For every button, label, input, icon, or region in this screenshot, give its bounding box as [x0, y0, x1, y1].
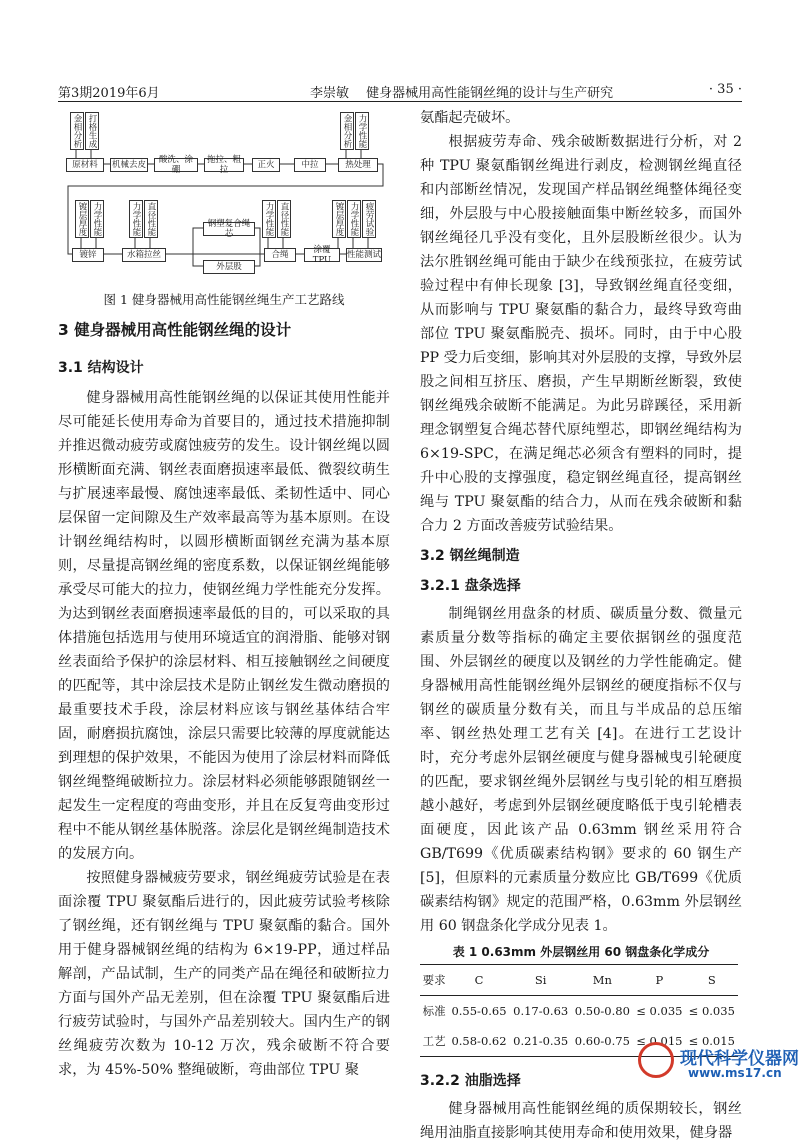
step-performance-test: 性能测试	[347, 250, 382, 260]
table-cell: 0.55-0.65	[451, 1004, 507, 1018]
subsection-heading-3-2: 3.2 钢丝绳制造	[420, 548, 520, 564]
step-raw-material: 原材料	[66, 158, 104, 172]
table-cell: ≤ 0.035	[688, 1004, 735, 1018]
subsection-heading-3-2-1: 3.2.1 盘条选择	[420, 578, 521, 594]
site-watermark	[632, 1038, 800, 1085]
table-row	[420, 996, 738, 1027]
step-stranding: 合绳	[264, 248, 296, 262]
subsection-heading-3-1: 3.1 结构设计	[58, 360, 144, 376]
left-column	[58, 318, 390, 1082]
right-column	[420, 106, 742, 1145]
check-mechanical-2: 力学性能	[92, 202, 102, 236]
check-mechanical-1: 力学性能	[357, 114, 367, 148]
watermark-name: 现代科学仪器网	[680, 1049, 799, 1069]
table-header-row	[420, 965, 738, 996]
table-cell: 0.50-0.80	[574, 1004, 630, 1018]
paragraph-analysis: 根据疲劳寿命、残余破断数据进行分析，对 2 种 TPU 聚氨酯钢丝绳进行剥皮，检测钢丝绳直径和内部断丝情况，发现国产样品钢丝绳整体绳径变细，外层股与中心股接触面集中断丝较多，而国外钢丝绳径几乎没有变化，且外层股断丝很少。认为法尔胜钢丝绳可能由于缺少在线预张拉，在疲劳试验过程中有伸长现象 [3]，导致钢丝绳直径变细，从而影响与 TPU 聚氨酯的黏合力，最终导致弯曲部位 TPU 聚氨酯脱壳、损坏。同时，由于中心股 PP 受力后变细，影响其对外层股的支撑，导致外层股之间相互挤压、磨损，产生早期断丝断裂，致使钢丝绳残余破断不能满足。为此另辟蹊径，采用新理念钢塑复合绳芯替代原纯塑芯，即钢丝绳结构为 6×19-SPC，在满足绳芯必须含有塑料的同时，提升中心股的支撑强度，稳定钢丝绳直径，提高钢丝绳与 TPU 聚氨酯的结合力，从而在残余破断和黏合力 2 方面改善疲劳试验结果。	[420, 134, 742, 534]
table-cell: 0.17-0.63	[513, 1004, 569, 1018]
check-mechanical-4: 力学性能	[264, 202, 274, 236]
step-descale: 机械去皮	[111, 160, 146, 170]
author-and-title: 李崇敏 健身器械用高性能钢丝绳的设计与生产研究	[310, 86, 614, 101]
check-mechanical-3: 力学性能	[131, 202, 141, 236]
check-metallography: 金相分析	[72, 114, 82, 148]
check-metallography-2: 金相分析	[342, 114, 352, 148]
table-cell: ≤ 0.015	[688, 1034, 735, 1048]
check-coating-thickness: 镀层厚度	[77, 202, 87, 236]
step-composite-core: 钢塑复合绳芯	[203, 222, 255, 236]
step-drawing-coarse: 拖拉、粗拉	[204, 158, 244, 172]
table-cell: ≤ 0.035	[636, 1004, 683, 1018]
table-cell: 标准	[422, 1004, 446, 1018]
header-rule	[58, 101, 742, 102]
paragraph-grease-selection: 健身器械用高性能钢丝绳的质保期较长，钢丝绳用油脂直接影响其使用寿命和使用效果，健身器	[420, 1101, 742, 1141]
step-outer-strand: 外层股	[203, 260, 255, 274]
table-header-cell: Mn	[592, 973, 612, 987]
table-header-cell: S	[707, 973, 716, 987]
step-pickle: 酸洗、涂硼	[154, 158, 198, 172]
page-number: · 35 ·	[708, 82, 742, 97]
table-header-cell: Si	[534, 973, 547, 987]
table-cell: ≤ 0.015	[636, 1034, 683, 1048]
running-header	[58, 82, 742, 102]
paragraph-wire-rod-selection: 制绳钢丝用盘条的材质、碳质量分数、微量元素质量分数等指标的确定主要依据钢丝的强度范围、外层钢丝的硬度以及钢丝的力学性能确定。健身器械用高性能钢丝绳外层钢丝的硬度指标不仅与钢丝的碳质量分数有关，而且与半成品的总压缩率、钢丝热处理工艺有关 [4]。在进行工艺设计时，充分考虑外层钢丝硬度与健身器械曳引轮硬度的匹配，要求钢丝绳外层钢丝与曳引轮的相互磨损越小越好，考虑到外层钢丝硬度略低于曳引轮槽表面硬度，因此该产品 0.63mm 钢丝采用符合 GB/T699《优质碳素结构钢》要求的 60 钢生产 [5]，但原料的元素质量分数应比 GB/T699《优质碳素结构钢》规定的范围严格，0.63mm 外层钢丝用 60 钢盘条化学成分见表 1。	[420, 606, 742, 934]
check-marking: 打格生成	[87, 114, 97, 148]
process-flow-figure	[58, 108, 390, 286]
figure-caption: 图 1 健身器械用高性能钢丝绳生产工艺路线	[103, 292, 345, 307]
table-header-cell: C	[474, 973, 484, 987]
watermark-url: www.ms17.cn	[688, 1066, 782, 1080]
table-caption: 表 1 0.63mm 外层钢丝用 60 钢盘条化学成分	[452, 945, 710, 959]
step-galvanizing: 镀锌	[72, 248, 104, 262]
step-wet-drawing: 水箱拉丝	[122, 248, 166, 262]
paragraph-fatigue-requirement: 按照健身器械疲劳要求，钢丝绳疲劳试验是在表面涂覆 TPU 聚氨酯后进行的，因此疲劳试验考核除了钢丝绳，还有钢丝绳与 TPU 聚氨酯的黏合。国外用于健身器械钢丝绳的结构为 6×19-PP，通过样品解剖，产品试制，生产的同类产品在绳径和破断拉力方面与国外产品无差别，但在涂覆 TPU 聚氨酯后进行疲劳试验时，与国外产品差别较大。国内生产的钢丝绳疲劳次数为 10-12 万次，残余破断不符合要求，为 45%-50% 整绳破断，弯曲部位 TPU 聚	[58, 870, 390, 1078]
journal-issue: 第3期2019年6月	[58, 86, 160, 101]
table-header-cell: P	[655, 973, 664, 987]
table-cell: 0.58-0.62	[451, 1034, 507, 1048]
check-diameter-2: 直径性能	[279, 202, 289, 236]
step-tpu-coating: 涂覆TPU	[304, 248, 340, 262]
check-fatigue: 疲劳试验	[364, 202, 374, 236]
paragraph-continuation: 氨酯起壳破坏。	[420, 110, 520, 126]
step-normalizing: 正火	[252, 158, 280, 172]
check-mechanical-5: 力学性能	[349, 202, 359, 236]
check-diameter-1: 直径性能	[146, 202, 156, 236]
step-heat-treatment: 热处理	[338, 158, 378, 172]
step-medium-drawing: 中拉	[294, 158, 326, 172]
table-cell: 0.60-0.75	[574, 1034, 630, 1048]
table-cell: 工艺	[422, 1034, 446, 1048]
section-heading-3: 3 健身器械用高性能钢丝绳的设计	[58, 321, 292, 339]
subsection-heading-3-2-2: 3.2.2 油脂选择	[420, 1073, 521, 1089]
watermark-logo-icon	[638, 1042, 674, 1078]
table-cell: 0.21-0.35	[513, 1034, 569, 1048]
paragraph-structure-design: 健身器械用高性能钢丝绳的以保证其使用性能并尽可能延长使用寿命为首要目的，通过技术措施抑制并推迟微动疲劳或腐蚀疲劳的发生。设计钢丝绳以圆形横断面充满、钢丝表面磨损速率最低、微裂纹萌生与扩展速率最慢、腐蚀速率最低、柔韧性适中、同心层保留一定间隙及生产效率最高等为基本原则。在设计钢丝绳结构时，以圆形横断面钢丝充满为基本原则，尽量提高钢丝绳的密度系数，以保证钢丝绳能够承受尽可能大的拉力，使钢丝绳力学性能充分发挥。为达到钢丝表面磨损速率最低的目的，可以采取的具体措施包括选用与使用环境适宜的润滑脂、能够对钢丝表面给予保护的涂层材料、相互接触钢丝之间硬度的匹配等，其中涂层技术是防止钢丝发生微动磨损的最重要技术手段，涂层材料应该与钢丝基体结合牢固，耐磨损抗腐蚀，涂层只需要比较薄的厚度就能达到理想的保护效果，不能因为使用了涂层材料而降低钢丝绳整绳破断拉力。涂层材料必须能够跟随钢丝一起发生一定程度的弯曲变形，并且在反复弯曲变形过程中不能从钢丝基体脱落。涂层化是钢丝绳制造技术的发展方向。	[58, 390, 390, 862]
check-coating-2: 镀层厚度	[334, 202, 344, 236]
table-header-cell: 要求	[422, 973, 446, 987]
